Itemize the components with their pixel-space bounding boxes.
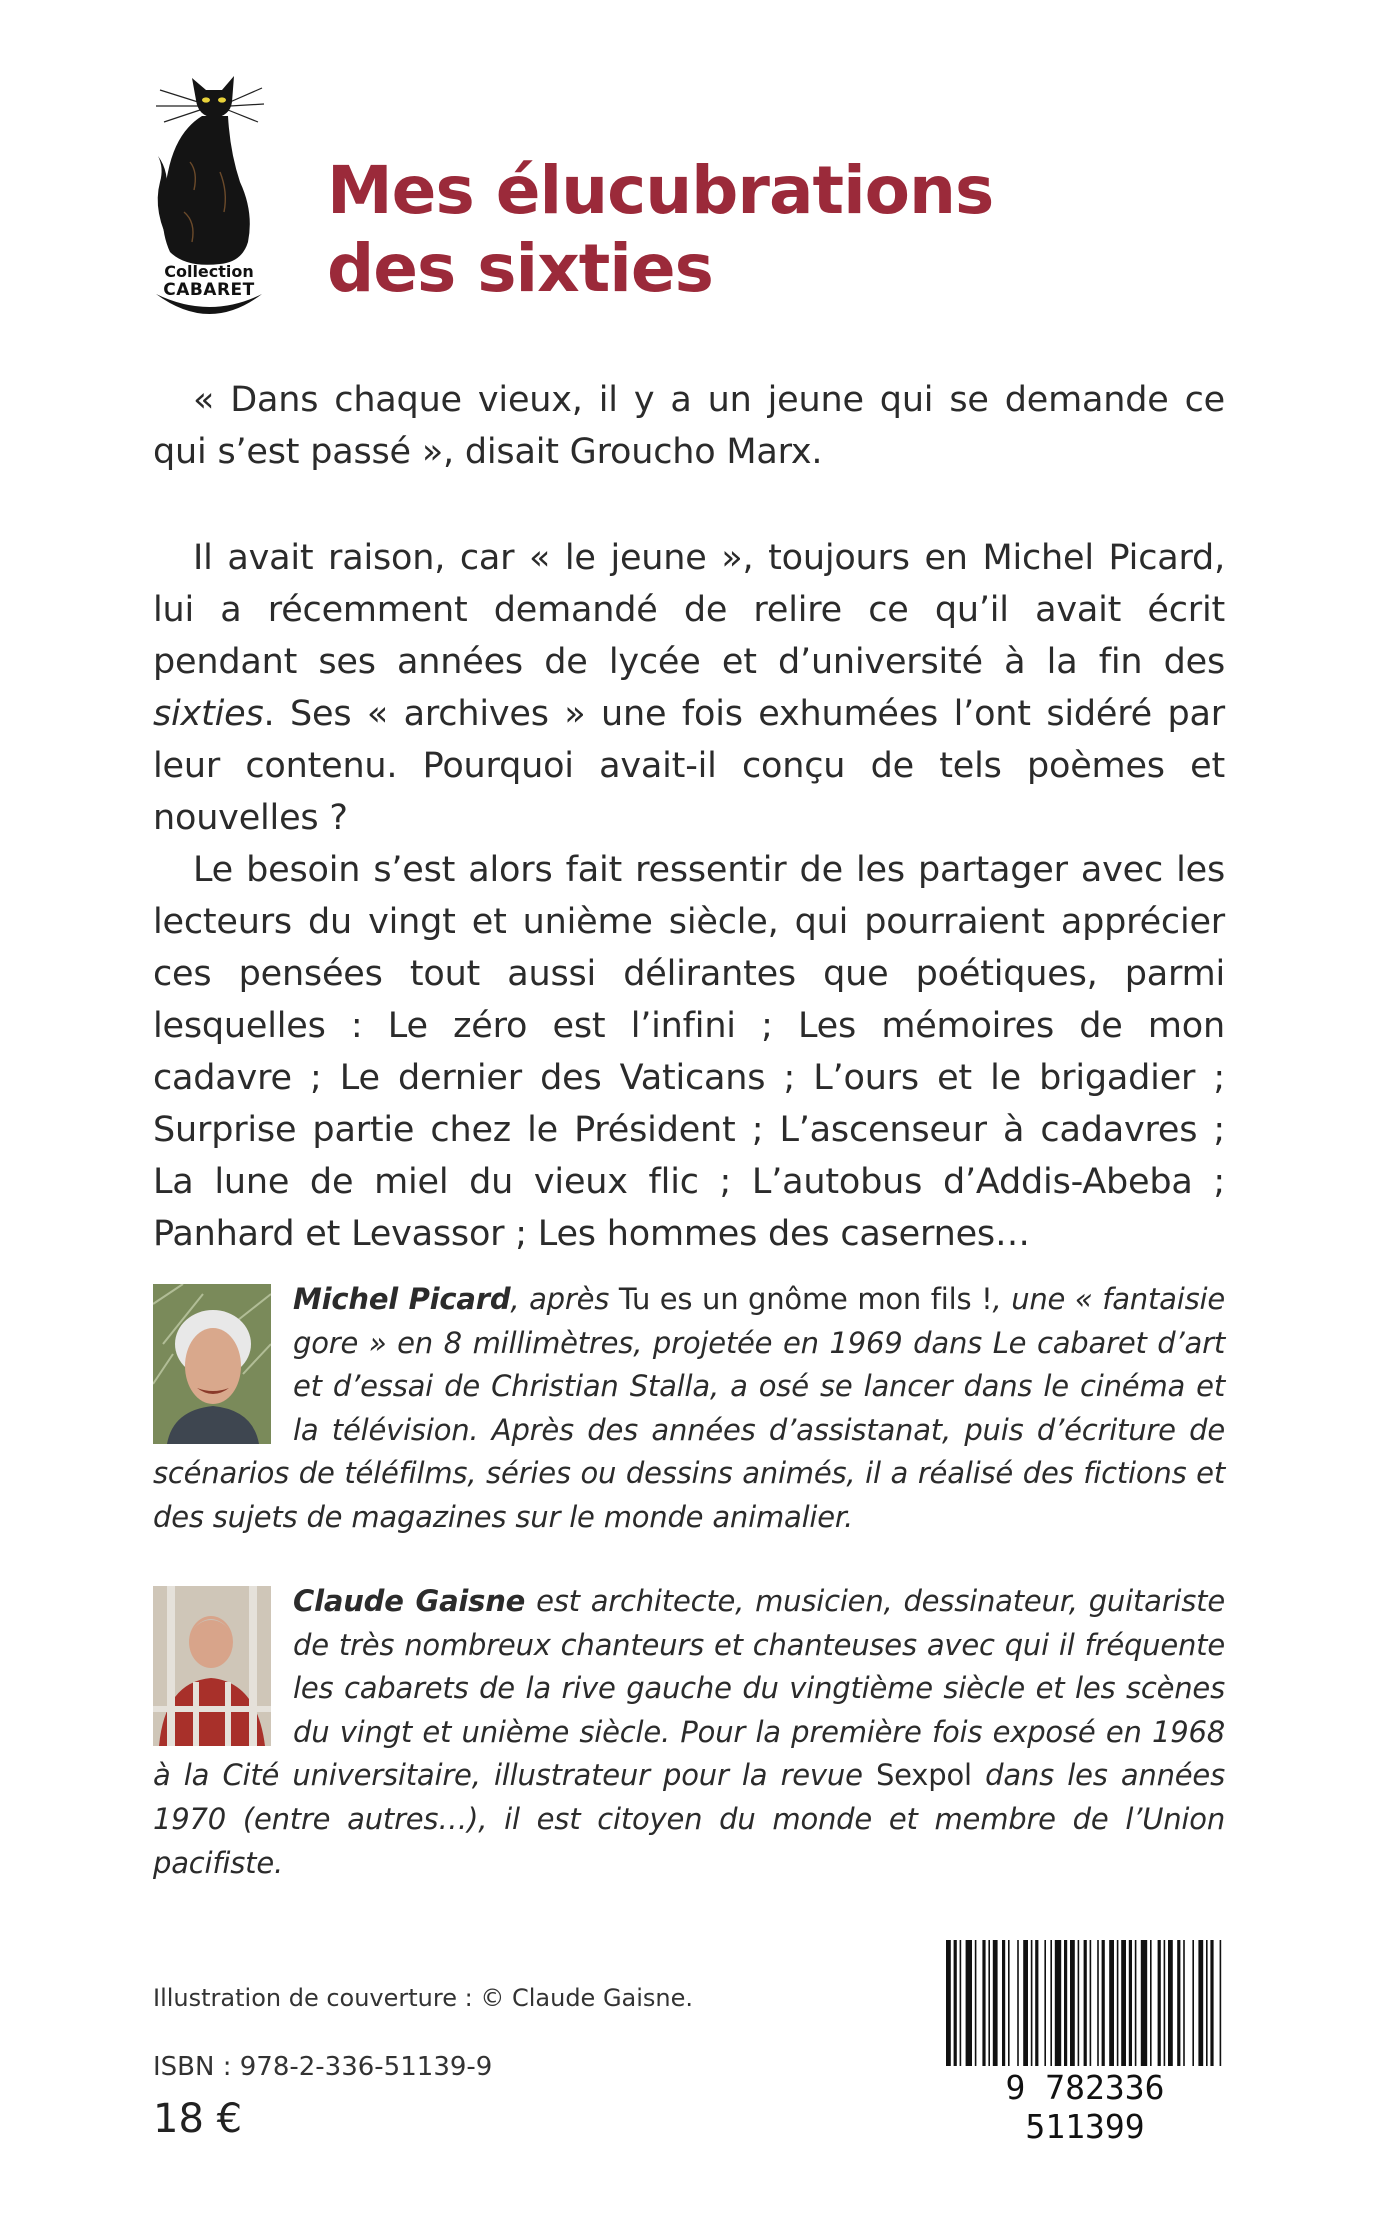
barcode-bar [1097,1940,1099,2066]
collection-line1: Collection [164,262,254,281]
barcode-bar [1055,1940,1061,2066]
barcode-bar [1206,1940,1208,2066]
barcode-bar [993,1940,998,2066]
barcode-bar [988,1940,990,2066]
barcode-bar [1129,1940,1132,2066]
bio2-a: est architecte, musicien, dessinateur, guitariste de très nombreux chanteurs et chanteuses avec qui il fréquente les cabarets de la rive gauche du vingtième siècle et les scènes du vingt et unième siècle. Pour la première fois exposé en 1968 à la Cité universitaire, illustrateur pour la revue [153,1584,1225,1793]
barcode-bar [1084,1940,1087,2066]
author-bio-claude-gaisne [153,1580,1225,1885]
cover-credit: Illustration de couverture : © Claude Gaisne. [153,1984,694,2012]
book-title [327,152,1227,308]
barcode-bar [1117,1940,1119,2066]
barcode-bar [1044,1940,1046,2066]
barcode-bar [1198,1940,1203,2066]
barcode-bar [982,1940,985,2066]
barcode [940,1940,1230,2146]
barcode-bars [940,1940,1230,2070]
barcode-bar [1220,1940,1222,2066]
collection-label [150,262,268,300]
barcode-bar [1168,1940,1173,2066]
barcode-bar [1002,1940,1005,2066]
barcode-bar [1017,1940,1019,2066]
bio1-name: Michel Picard [293,1282,511,1316]
collection-logo [150,72,268,326]
barcode-bar [1031,1940,1033,2066]
title-line2: des sixties [327,230,713,307]
collection-line2: CABARET [163,280,255,300]
bio1-work: Tu es un gnôme mon fils ! [618,1282,993,1316]
paragraph-2 [153,532,1225,844]
barcode-bar [960,1940,962,2066]
barcode-bar [1150,1940,1152,2066]
barcode-bar [1050,1940,1052,2066]
barcode-bar [1164,1940,1166,2066]
author-photo-claude-gaisne [153,1586,271,1746]
isbn: ISBN : 978-2-336-51139-9 [153,2052,493,2082]
barcode-bar [946,1940,951,2066]
bio2-b: dans les années 1970 (entre autres…), il est citoyen du monde et membre de l’Union pacifiste. [153,1758,1225,1880]
barcode-bar [1109,1940,1114,2066]
quote-paragraph [153,374,1225,478]
title-line1: Mes élucubrations [327,152,994,229]
barcode-bar [1090,1940,1092,2066]
barcode-bar [1070,1940,1075,2066]
barcode-bar [1177,1940,1180,2066]
barcode-bar [1064,1940,1067,2066]
barcode-bar [1078,1940,1080,2066]
paragraph-2-b: . Ses « archives » une fois exhumées l’ont sidéré par leur contenu. Pourquoi avait-il conçu de tels poèmes et nouvelles ? [153,694,1225,838]
barcode-bar [1141,1940,1147,2066]
bio1-b: , une « fantaisie gore » en 8 millimètres, projetée en 1969 dans Le cabaret d’art et d’essai de Christian Stalla, a osé se lancer dans le cinéma et la télévision. Après des années d’assistanat, puis d’écriture de scénarios de téléfilms, séries ou dessins animés, il a réalisé des fictions et des sujets de magazines sur le monde animalier. [153,1282,1225,1534]
barcode-bar [1008,1940,1010,2066]
author-photo-michel-picard [153,1284,271,1444]
barcode-bar [1135,1940,1137,2066]
paragraph-3: Le besoin s’est alors fait ressentir de les partager avec les lecteurs du vingt et unième siècle, qui pourraient apprécier ces pensées tout aussi délirantes que poétiques, parmi lesquelles : Le zéro est l’infini ; Les mémoires de mon cadavre ; Le dernier des Vaticans ; L’ours et le brigadier ; Surprise partie chez le Président ; L’ascenseur à cadavres ; La lune de miel du vieux flic ; L’autobus d’Addis-Abeba ; Panhard et Levassor ; Les hommes des casernes… [153,850,1225,1254]
paragraph-2-emphasis: sixties [153,694,264,734]
barcode-bar [1035,1940,1038,2066]
barcode-bar [1210,1940,1213,2066]
price: 18 € [153,2096,243,2142]
paragraph-2-a: Il avait raison, car « le jeune », toujours en Michel Picard, lui a récemment demandé de relire ce qu’il avait écrit pendant ses années de lycée et d’université à la fin des [153,538,1225,682]
barcode-bar [966,1940,972,2066]
barcode-bar [975,1940,977,2066]
bio2-name: Claude Gaisne [293,1584,526,1618]
bio2-work: Sexpol [875,1758,972,1793]
barcode-bar [1023,1940,1028,2066]
bio1-a: , après [510,1282,619,1316]
author-bio-michel-picard [153,1278,1225,1540]
blurb [153,532,1225,1260]
barcode-bar [1102,1940,1105,2066]
barcode-digits: 9 782336 511399 [1005,2068,1165,2146]
paragraph-1: « Dans chaque vieux, il y a un jeune qui se demande ce qui s’est passé », disait Groucho Marx. [153,380,1225,472]
barcode-bar [954,1940,957,2066]
barcode-bar [1192,1940,1194,2066]
barcode-bar [1158,1940,1161,2066]
barcode-bar [1183,1940,1185,2066]
barcode-bar [1121,1940,1126,2066]
